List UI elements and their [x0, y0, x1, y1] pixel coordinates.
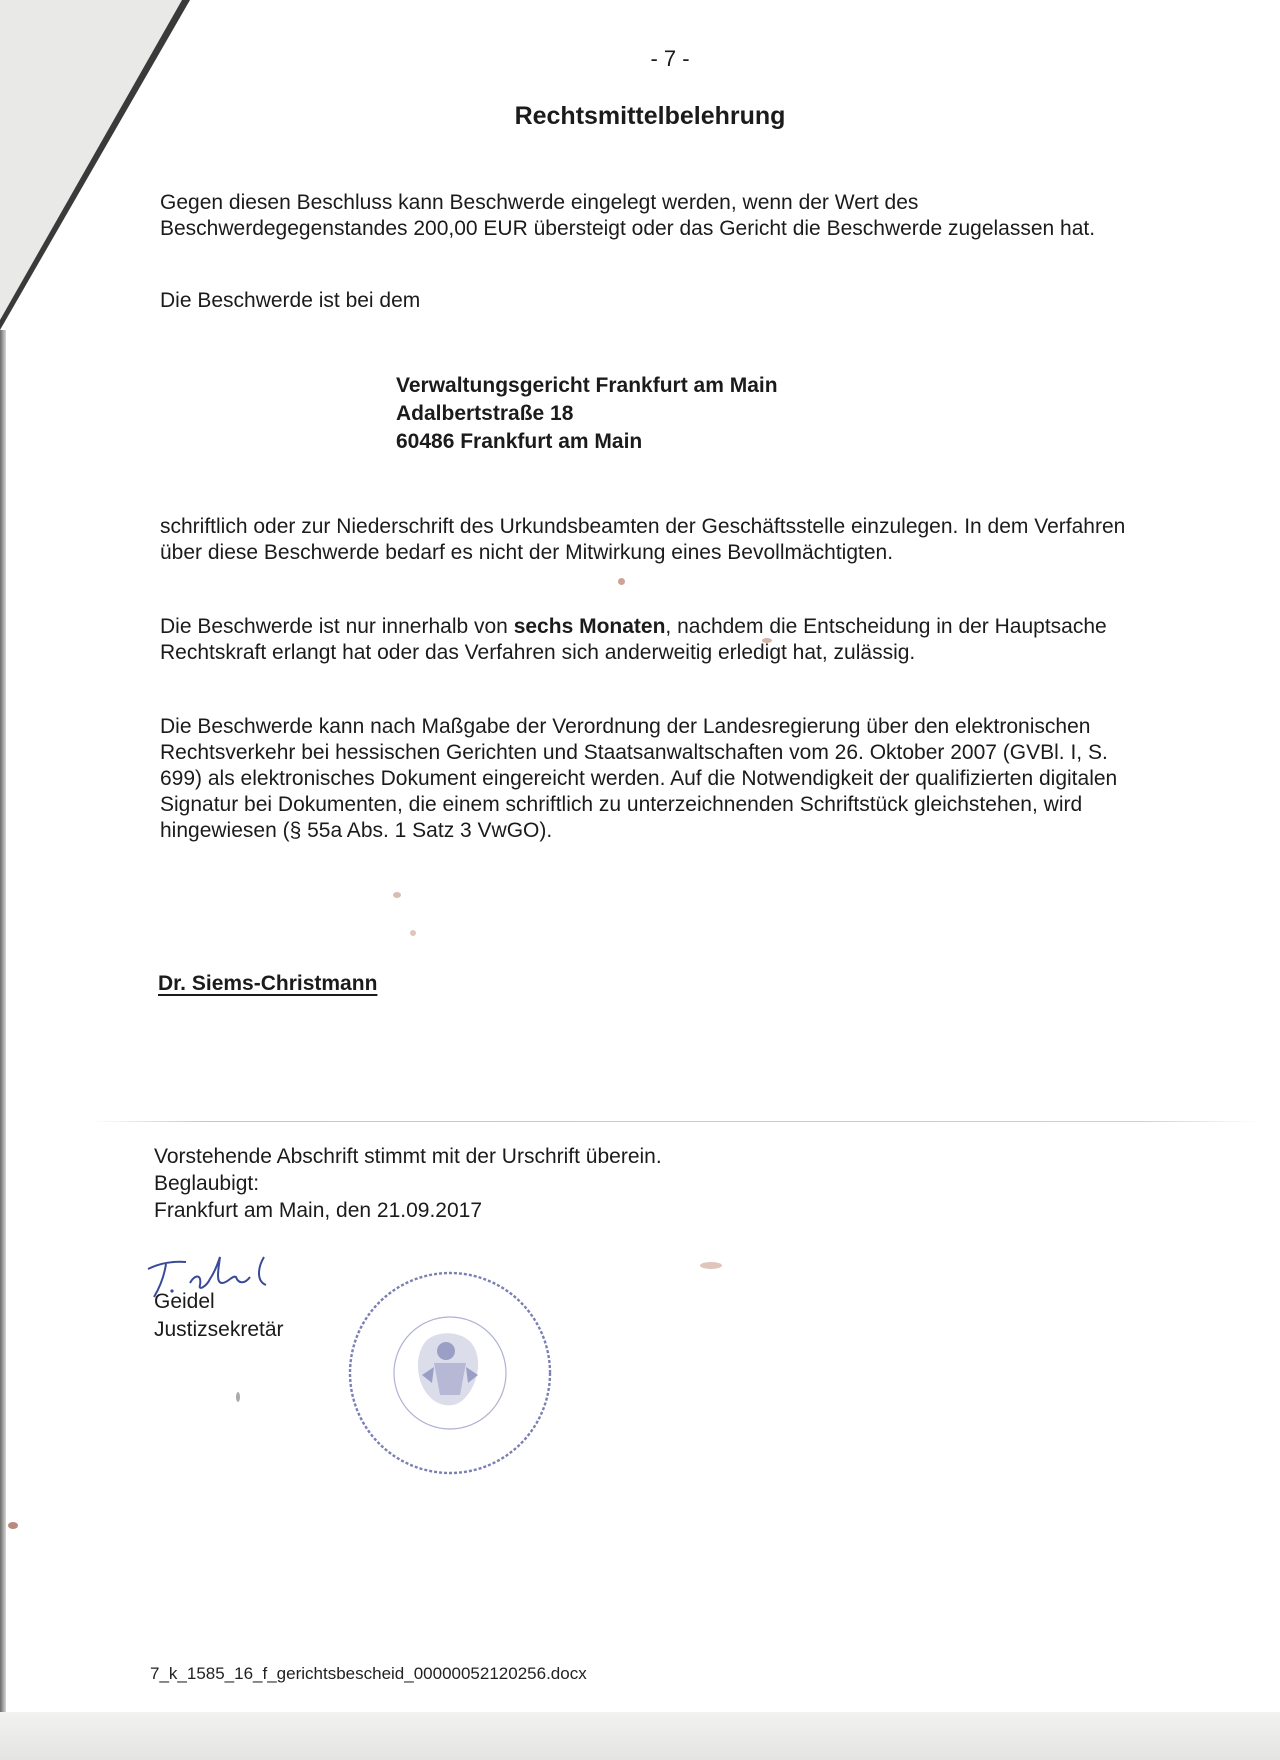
scan-bottom-margin — [0, 1712, 1280, 1760]
clerk-title: Justizsekretär — [154, 1318, 284, 1341]
folded-corner-inner — [0, 0, 182, 320]
deadline-text-end: , nachdem die Entscheidung in der Hauptsache Rechtskraft erlangt hat oder das Verfahren sich anderweitig erledigt hat, zulässig. — [160, 615, 1107, 664]
certification-label: Beglaubigt: — [154, 1172, 260, 1195]
page-left-edge — [0, 330, 6, 1760]
stain-mark — [393, 892, 401, 898]
stain-mark — [236, 1392, 240, 1402]
deadline-period: sechs Monaten — [513, 615, 666, 638]
stain-mark — [700, 1262, 722, 1269]
court-name: Verwaltungsgericht Frankfurt am Main — [396, 374, 778, 397]
paragraph-filing-form: schriftlich oder zur Niederschrift des Urkundsbeamten der Geschäftsstelle einzulegen. In dem Verfahren über diese Beschwerde bedarf es nicht der Mitwirkung eines Bevollmächtigten. — [160, 515, 1126, 564]
paper-fold-line — [90, 1121, 1260, 1122]
certification-statement: Vorstehende Abschrift stimmt mit der Urschrift überein. — [154, 1145, 662, 1168]
document-filename: 7_k_1585_16_f_gerichtsbescheid_00000052120256.docx — [150, 1664, 587, 1683]
court-city: 60486 Frankfurt am Main — [396, 430, 643, 453]
deadline-text-start: Die Beschwerde ist nur innerhalb von — [160, 615, 514, 638]
certification-place-date: Frankfurt am Main, den 21.09.2017 — [154, 1199, 483, 1222]
paragraph-deadline — [160, 614, 1130, 666]
stain-mark — [410, 930, 416, 936]
court-street: Adalbertstraße 18 — [396, 402, 574, 425]
clerk-block — [154, 1288, 284, 1344]
stain-mark — [618, 578, 625, 585]
court-seal — [342, 1265, 558, 1481]
paragraph-electronic-filing: Die Beschwerde kann nach Maßgabe der Verordnung der Landesregierung über den elektronischen Rechtsverkehr bei hessischen Gerichten und Staatsanwaltschaften vom 26. Oktober 2007 (GVBl. I, S. 699) als elektronisches Dokument eingereicht werden. Auf die Notwendigkeit der qualifizierten digitalen Signatur bei Dokumenten, die einem schriftlich zu unterzeichnenden Schriftstück gleichstehen, wird hingewiesen (§ 55a Abs. 1 Satz 3 VwGO). — [160, 715, 1118, 842]
paragraph-appeal-court-intro: Die Beschwerde ist bei dem — [160, 289, 421, 312]
clerk-name: Geidel — [154, 1290, 215, 1313]
stain-mark — [762, 638, 772, 643]
page-title: Rechtsmittelbelehrung — [514, 102, 786, 130]
page-number: - 7 - — [650, 46, 690, 71]
stain-mark — [8, 1522, 18, 1529]
certification-block — [154, 1143, 662, 1224]
judge-name: Dr. Siems-Christmann — [158, 972, 378, 995]
paragraph-appeal-value: Gegen diesen Beschluss kann Beschwerde eingelegt werden, wenn der Wert des Beschwerdegegenstandes 200,00 EUR übersteigt oder das Gericht die Beschwerde zugelassen hat. — [160, 191, 1096, 240]
court-address — [396, 372, 778, 456]
